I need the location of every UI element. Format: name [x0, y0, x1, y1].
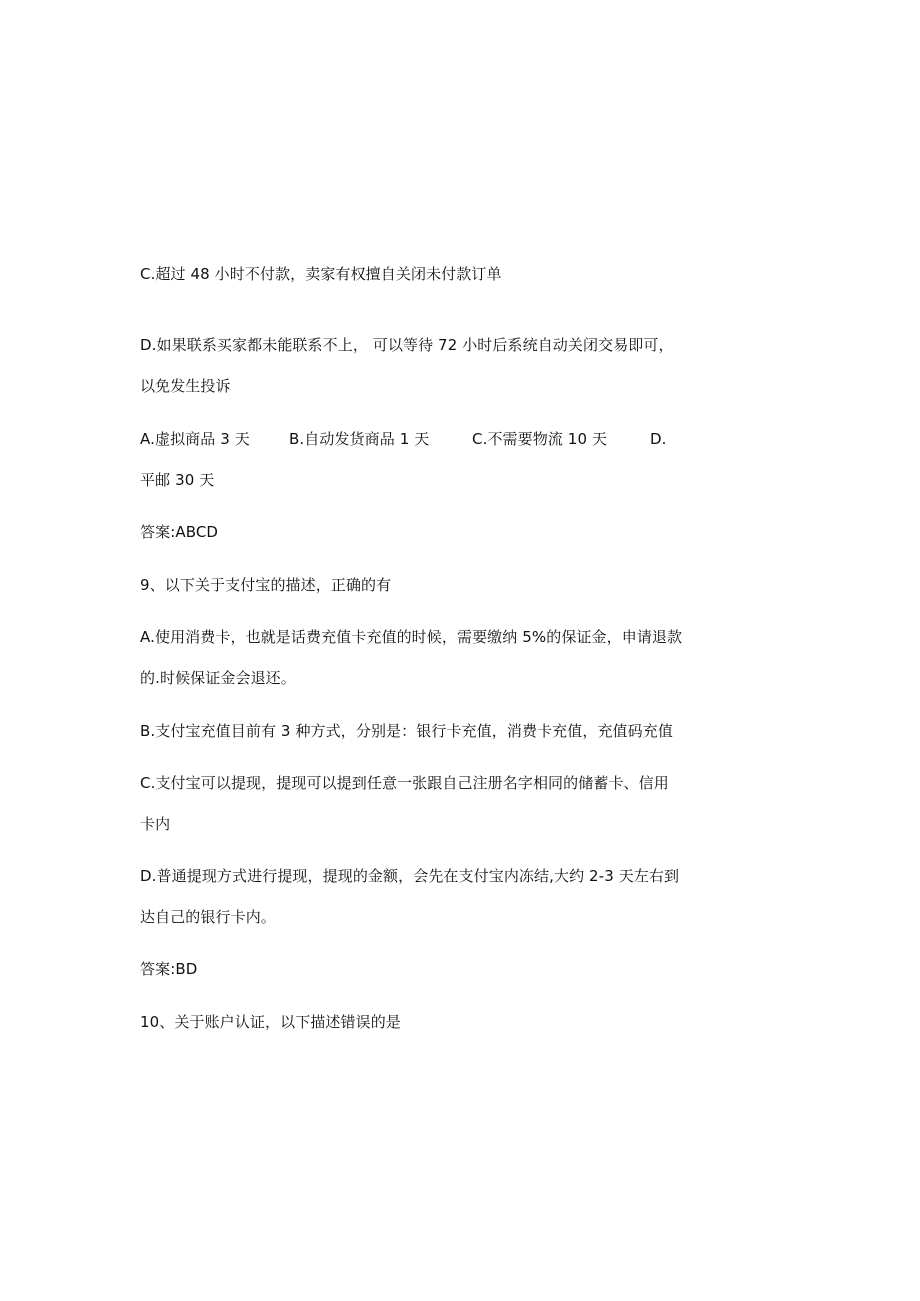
q8b-option-b: B.自动发货商品 1 天 [289, 430, 430, 448]
q8b-option-c: C.不需要物流 10 天 [472, 430, 608, 448]
q9-option-a-line2: 的.时候保证金会退还。 [140, 669, 296, 687]
q9-question: 9、以下关于支付宝的描述，正确的有 [140, 576, 392, 594]
q9-option-d-line1: D.普通提现方式进行提现，提现的金额，会先在支付宝内冻结,大约 2-3 天左右到 [140, 867, 680, 885]
q8-option-d-line2: 以免发生投诉 [140, 377, 231, 395]
q8b-option-d-prefix: D. [650, 430, 667, 448]
q9-option-d-line2: 达自己的银行卡内。 [140, 908, 276, 926]
q9-option-b: B.支付宝充值目前有 3 种方式，分别是：银行卡充值，消费卡充值，充值码充值 [140, 722, 673, 740]
q9-answer: 答案:BD [140, 960, 198, 978]
q9-option-a-line1: A.使用消费卡，也就是话费充值卡充值的时候，需要缴纳 5%的保证金，申请退款 [140, 628, 683, 646]
q9-option-c-line1: C.支付宝可以提现，提现可以提到任意一张跟自己注册名字相同的储蓄卡、信用 [140, 774, 669, 792]
q8b-answer: 答案:ABCD [140, 523, 219, 541]
q9-option-c-line2: 卡内 [140, 815, 171, 833]
q8b-options-row [140, 429, 700, 449]
q8-option-c: C.超过 48 小时不付款，卖家有权擅自关闭未付款订单 [140, 265, 502, 283]
q10-question: 10、关于账户认证，以下描述错误的是 [140, 1013, 401, 1031]
q8b-option-d-text: 平邮 30 天 [140, 471, 215, 489]
q8b-option-a: A.虚拟商品 3 天 [140, 430, 250, 448]
q8-option-d-line1: D.如果联系买家都未能联系不上， 可以等待 72 小时后系统自动关闭交易即可， [140, 336, 674, 354]
